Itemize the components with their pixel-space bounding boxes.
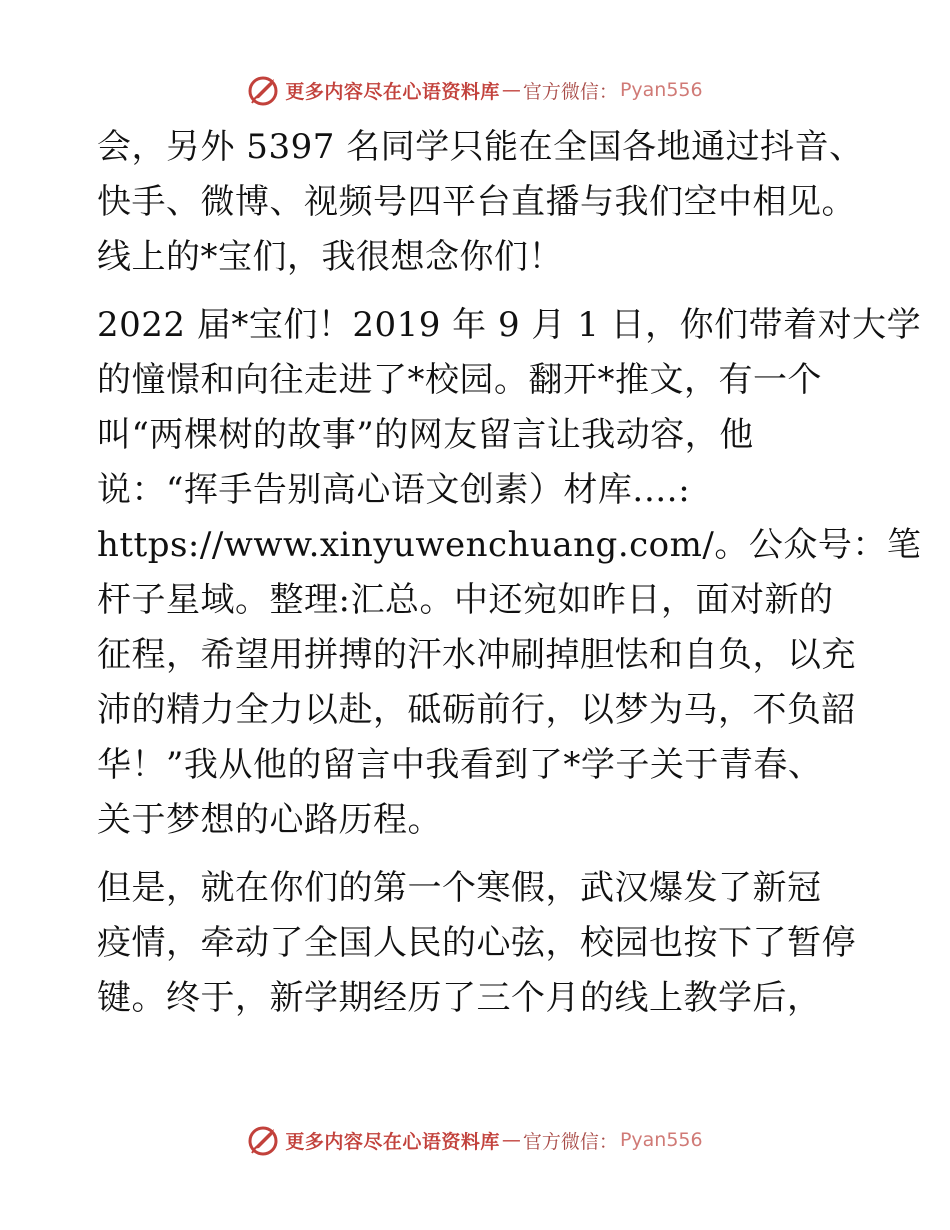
text-line: 关于梦想的心路历程。 [97, 800, 442, 840]
text-line: 快手、微博、视频号四平台直播与我们空中相见。 [97, 182, 856, 222]
text-line: 但是，就在你们的第一个寒假，武汉爆发了新冠 [97, 868, 822, 908]
document-body [97, 118, 922, 1026]
text-line: 华！”我从他的留言中我看到了*学子关于青春、 [97, 745, 823, 785]
watermark-dash: — [501, 1129, 521, 1151]
paragraph-3 [97, 861, 857, 1026]
watermark-dash: — [501, 79, 521, 101]
text-line: 叫“两棵树的故事”的网友留言让我动容，他 [97, 415, 754, 455]
paragraph-1 [97, 120, 864, 285]
text-line: 键。终于，新学期经历了三个月的线上教学后， [97, 978, 822, 1018]
watermark-site-text: 更多内容尽在心语资料库 [285, 1130, 500, 1153]
watermark-wechat-label: 官方微信： [522, 1130, 618, 1153]
text-line: 2022 届*宝们！2019 年 9 月 1 日，你们带着对大学 [97, 305, 922, 345]
watermark-site-text: 更多内容尽在心语资料库 [285, 80, 500, 103]
text-line: 杆子星域。整理:汇总。中还宛如昨日，面对新的 [97, 580, 834, 620]
watermark-wechat-id: Pyan556 [619, 1129, 703, 1151]
text-line: 的憧憬和向往走进了*校园。翻开*推文，有一个 [97, 360, 822, 400]
quill-logo-icon [247, 1123, 281, 1157]
text-line: 说：“挥手告别高心语文创素）材库.…: [97, 470, 691, 510]
text-line: 疫情，牵动了全国人民的心弦，校园也按下了暂停 [97, 923, 856, 963]
quill-logo-icon [247, 73, 281, 107]
text-line: 线上的*宝们，我很想念你们！ [97, 237, 563, 277]
text-line: 征程，希望用拼搏的汗水冲刷掉胆怯和自负，以充 [97, 635, 856, 675]
text-line: 会，另外 5397 名同学只能在全国各地通过抖音、 [97, 127, 864, 167]
footer-watermark [0, 1122, 950, 1158]
text-line: 沛的精力全力以赴，砥砺前行，以梦为马，不负韶 [97, 690, 856, 730]
watermark-wechat-label: 官方微信： [522, 80, 618, 103]
header-watermark [0, 72, 950, 108]
watermark-wechat-id: Pyan556 [619, 79, 703, 101]
paragraph-2 [97, 298, 922, 848]
text-line: https://www.xinyuwenchuang.com/。公众号：笔 [97, 525, 922, 565]
